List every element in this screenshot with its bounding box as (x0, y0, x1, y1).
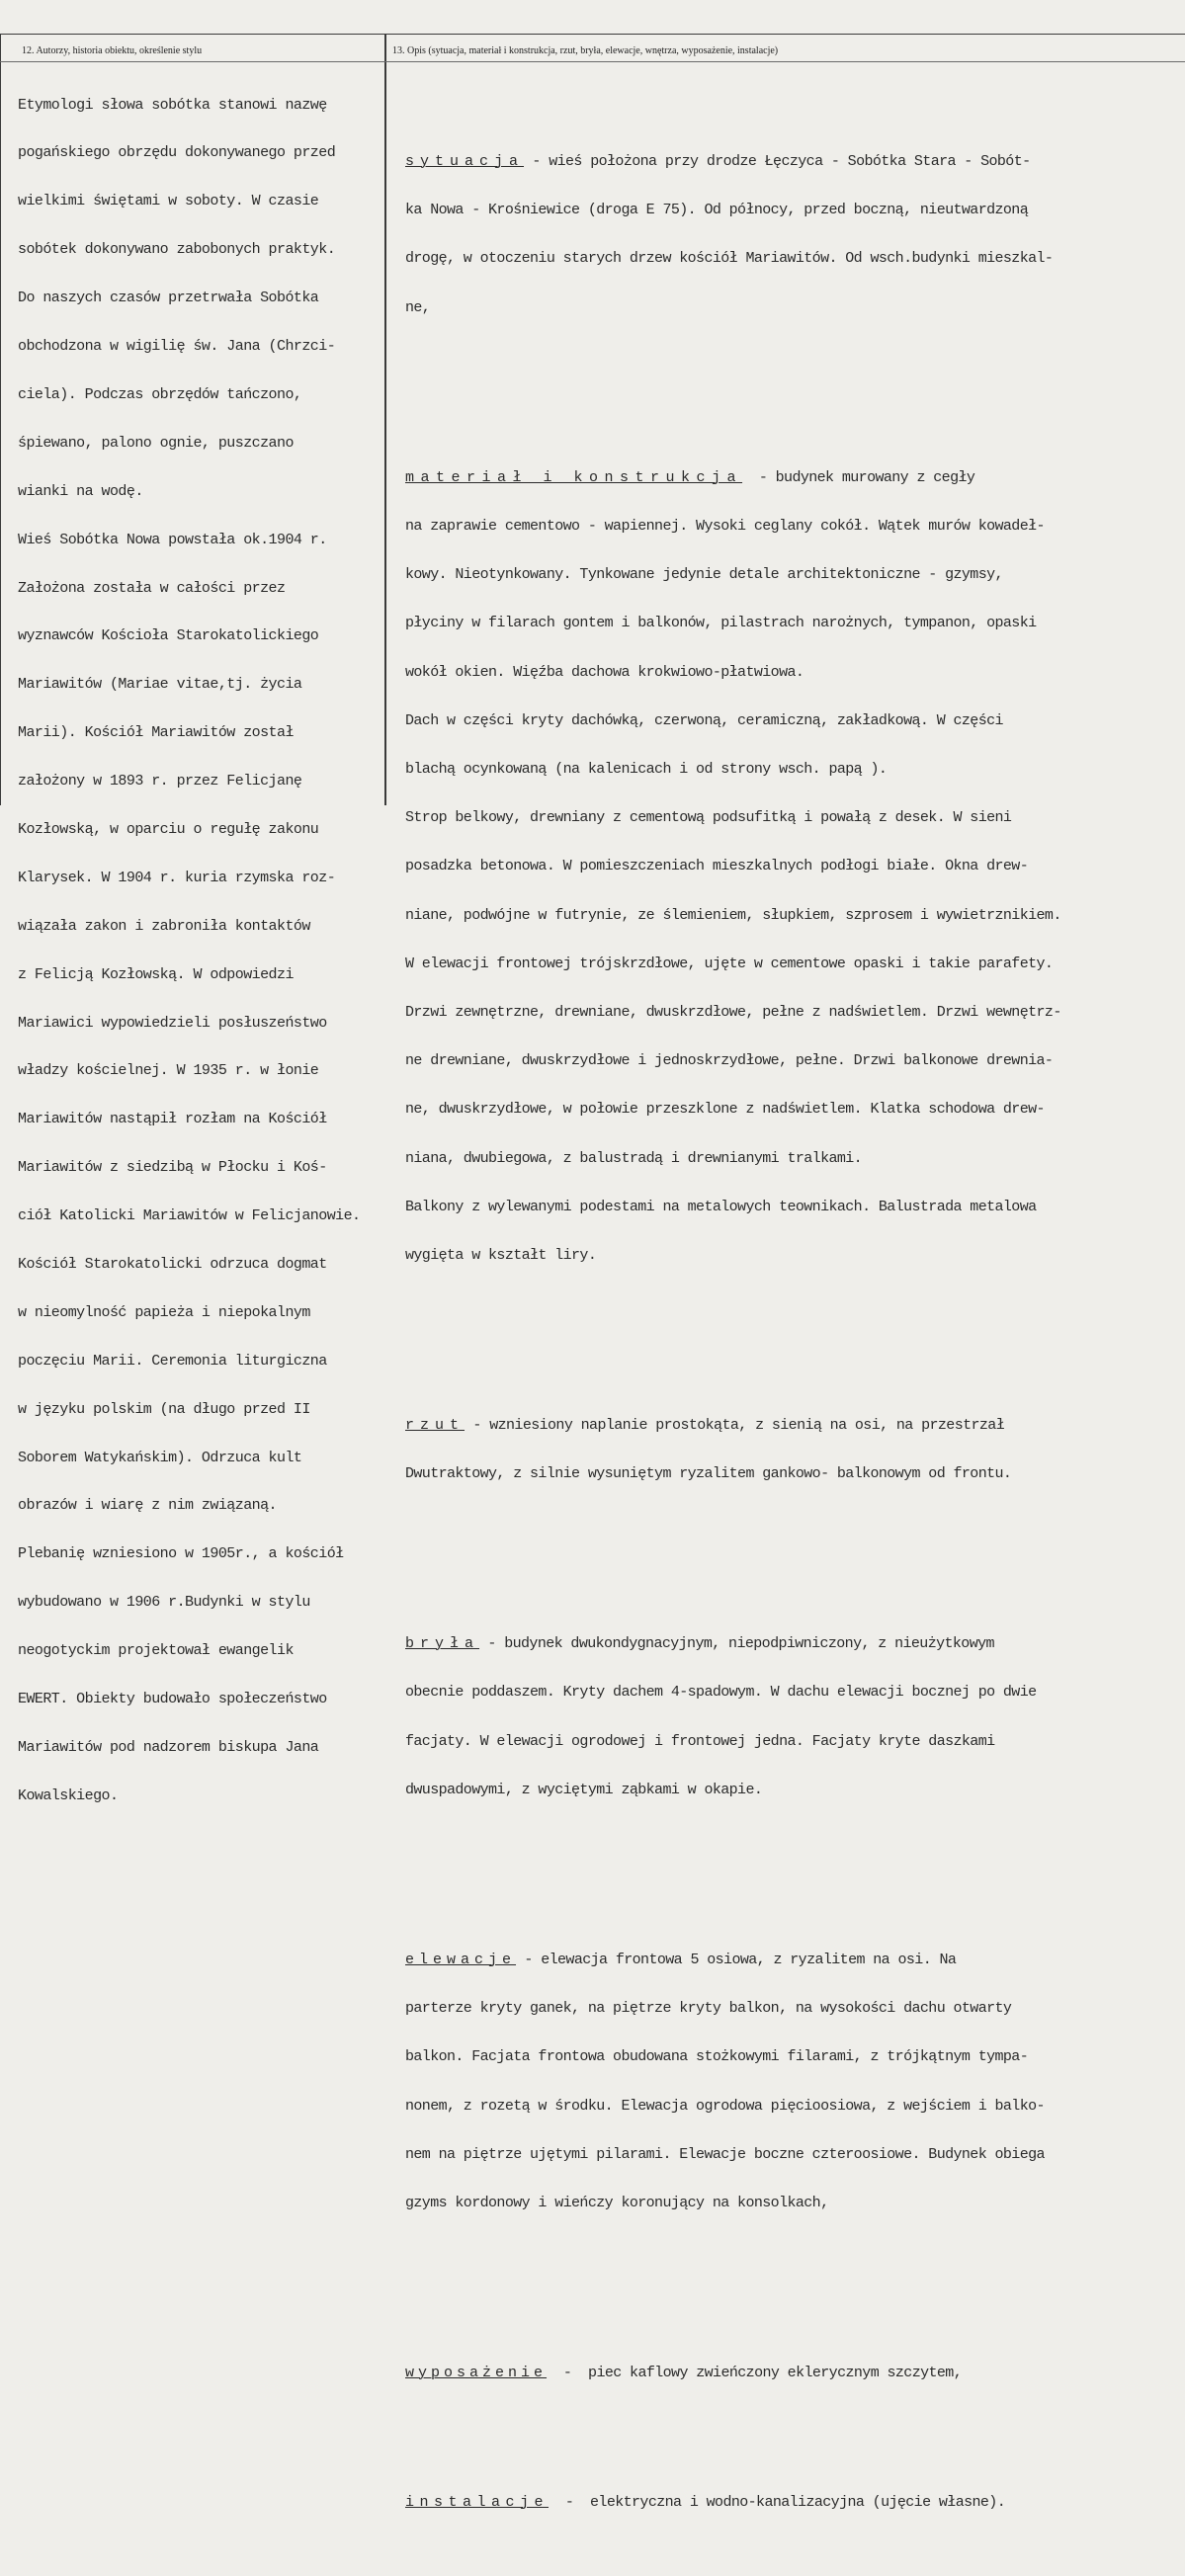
history-line: władzy kościelnej. W 1935 r. w łonie (18, 1062, 319, 1080)
section-first-line (405, 2495, 1181, 2511)
column-12-header: 12. Autorzy, historia obiektu, określenie stylu (22, 45, 203, 56)
history-line: Soborem Watykańskim). Odrzuca kult (18, 1449, 302, 1466)
left-border (0, 34, 1, 805)
history-line: założony w 1893 r. przez Felicjanę (18, 773, 302, 790)
history-line: Mariawitów (Mariae vitae,tj. życia (18, 676, 302, 694)
section-line: Dach w części kryty dachówką, czerwoną, ceramiczną, zakładkową. W części (405, 711, 1003, 729)
section-heading: bryła (405, 1635, 480, 1653)
section-line: posadzka betonowa. W pomieszczeniach mieszkalnych podłogi białe. Okna drew- (405, 858, 1029, 875)
section-line: dwuspadowymi, z wyciętymi ząbkami w okapie. (405, 1781, 763, 1798)
section-line: kowy. Nieotynkowany. Tynkowane jedynie detale architektoniczne - gzymsy, (405, 566, 1003, 584)
section-material (405, 438, 1181, 1296)
history-line: pogańskiego obrzędu dokonywanego przed (18, 144, 336, 162)
history-line: Kościół Starokatolicki odrzuca dogmat (18, 1255, 327, 1273)
section-sytuacja (405, 122, 1181, 349)
section-line: Balkony z wylewanymi podestami na metalowych teownikach. Balustrada metalowa (405, 1198, 1037, 1215)
history-line: poczęciu Marii. Ceremonia liturgiczna (18, 1352, 327, 1370)
section-lead-text: - piec kaflowy zwieńczony eklerycznym szczytem, (547, 2364, 963, 2381)
history-column (18, 65, 385, 1820)
history-line: Mariawitów pod nadzorem biskupa Jana (18, 1738, 319, 1756)
section-first-line (405, 154, 1181, 170)
history-line: wielkimi świętami w soboty. W czasie (18, 193, 319, 210)
section-lead-text: - wzniesiony naplanie prostokąta, z sienią na osi, na przestrzał (465, 1416, 1005, 1434)
history-line: Marii). Kościół Mariawitów został (18, 724, 294, 742)
section-heading: instalacje (405, 2494, 550, 2512)
history-line: Założona została w całości przez (18, 579, 286, 597)
section-line: Strop belkowy, drewniany z cementową podsufitką i powałą z desek. W sieni (405, 809, 1012, 827)
header-separator (0, 61, 1185, 62)
history-line: Mariawitów nastąpił rozłam na Kościół (18, 1111, 327, 1128)
section-first-line (405, 1418, 1181, 1434)
section-elewacje (405, 1920, 1181, 2244)
section-heading: wyposażenie (405, 2364, 548, 2381)
history-line: Mariawici wypowiedzieli posłuszeństwo (18, 1014, 327, 1032)
section-lead-text: - budynek murowany z cegły (742, 468, 975, 486)
section-line: ne drewniane, dwuskrzydłowe i jednoskrzydłowe, pełne. Drzwi balkonowe drewnia- (405, 1052, 1054, 1070)
section-line: ne, (405, 298, 431, 316)
section-bryla (405, 1604, 1181, 1831)
section-heading: rzut (405, 1416, 466, 1434)
history-line: Klarysek. W 1904 r. kuria rzymska roz- (18, 869, 336, 886)
section-line: wokół okien. Więźba dachowa krokwiowo-płatwiowa. (405, 663, 804, 681)
section-first-line (405, 470, 1181, 486)
history-line: wybudowano w 1906 r.Budynki w stylu (18, 1594, 310, 1612)
history-line: śpiewano, palono ognie, puszczano (18, 434, 294, 452)
section-line: facjaty. W elewacji ogrodowej i frontowej jedna. Facjaty kryte daszkami (405, 1732, 995, 1750)
section-line: wygięta w kształt liry. (405, 1246, 597, 1264)
section-heading: sytuacja (405, 153, 525, 171)
history-line: Plebanię wzniesiono w 1905r., a kościół (18, 1545, 344, 1563)
section-line: niana, dwubiegowa, z balustradą i drewnianymi tralkami. (405, 1149, 863, 1167)
top-border (0, 34, 1185, 35)
section-rzut (405, 1385, 1181, 1515)
section-line: balkon. Facjata frontowa obudowana stożkowymi filarami, z trójkątnym tympa- (405, 2048, 1029, 2066)
history-line: ciół Katolicki Mariawitów w Felicjanowie. (18, 1207, 361, 1225)
history-line: obchodzona w wigilię św. Jana (Chrzci- (18, 338, 336, 356)
history-line: EWERT. Obiekty budowało społeczeństwo (18, 1690, 327, 1707)
column-13-header: 13. Opis (sytuacja, materiał i konstrukcja, rzut, bryła, elewacje, wnętrza, wyposażenie, instalacje) (392, 45, 779, 56)
section-line: niane, podwójne w futrynie, ze ślemieniem, słupkiem, szprosem i wywietrznikiem. (405, 906, 1061, 924)
description-column (405, 73, 1181, 2576)
section-lead-text: - budynek dwukondygnacyjnym, niepodpiwniczony, z nieużytkowym (479, 1635, 994, 1653)
section-lead-text: - elektryczna i wodno-kanalizacyjna (ujęcie własne). (549, 2494, 1006, 2512)
history-line: Etymologi słowa sobótka stanowi nazwę (18, 96, 327, 114)
history-line: Do naszych czasów przetrwała Sobótka (18, 290, 319, 307)
history-line: Mariawitów z siedzibą w Płocku i Koś- (18, 1159, 327, 1177)
section-line: ka Nowa - Krośniewice (droga E 75). Od północy, przed boczną, nieutwardzoną (405, 202, 1029, 219)
history-line: sobótek dokonywano zabobonych praktyk. (18, 241, 336, 259)
history-line: Kozłowską, w oparciu o regułę zakonu (18, 820, 319, 838)
section-line: ne, dwuskrzydłowe, w połowie przeszklone z nadświetlem. Klatka schodowa drew- (405, 1101, 1045, 1119)
section-line: Drzwi zewnętrzne, drewniane, dwuskrzdłowe, pełne z nadświetlem. Drzwi wewnętrz- (405, 1003, 1061, 1021)
history-line: Kowalskiego. (18, 1787, 119, 1804)
section-lead-text: - wieś położona przy drodze Łęczyca - Sobótka Stara - Sobót- (524, 153, 1031, 171)
history-line: wianki na wodę. (18, 482, 143, 500)
section-first-line (405, 1636, 1181, 1652)
section-line: nonem, z rozetą w środku. Elewacja ogrodowa pięcioosiowa, z wejściem i balko- (405, 2097, 1045, 2115)
history-line: ciela). Podczas obrzędów tańczono, (18, 385, 302, 403)
section-heading: materiał i konstrukcja (405, 468, 743, 486)
section-line: gzyms kordonowy i wieńczy koronujący na konsolkach, (405, 2194, 829, 2211)
history-line: neogotyckim projektował ewangelik (18, 1642, 294, 1660)
history-line: obrazów i wiarę z nim związaną. (18, 1497, 277, 1515)
history-line: z Felicją Kozłowską. W odpowiedzi (18, 965, 294, 983)
history-line: wiązała zakon i zabroniła kontaktów (18, 917, 310, 935)
history-line: w języku polskim (na długo przed II (18, 1400, 310, 1418)
section-line: W elewacji frontowej trójskrzdłowe, ujęte w cementowe opaski i takie parafety. (405, 955, 1054, 972)
section-wyposazenie (405, 2333, 1181, 2414)
section-line: drogę, w otoczeniu starych drzew kościół Mariawitów. Od wsch.budynki mieszkal- (405, 250, 1054, 268)
section-line: parterze kryty ganek, na piętrze kryty balkon, na wysokości dachu otwarty (405, 2000, 1012, 2018)
section-line: blachą ocynkowaną (na kalenicach i od strony wsch. papą ). (405, 760, 888, 778)
section-heading: elewacje (405, 1951, 517, 1968)
history-line: wyznawców Kościoła Starokatolickiego (18, 627, 319, 645)
section-line: płyciny w filarach gontem i balkonów, pilastrach narożnych, tympanon, opaski (405, 615, 1037, 632)
section-line: na zaprawie cementowo - wapiennej. Wysoki ceglany cokół. Wątek murów kowadeł- (405, 517, 1045, 535)
section-lead-text: - elewacja frontowa 5 osiowa, z ryzalitem na osi. Na (516, 1951, 957, 1968)
section-first-line (405, 2366, 1181, 2381)
history-line: w nieomylność papieża i niepokalnym (18, 1303, 310, 1321)
section-line: obecnie poddaszem. Kryty dachem 4-spadowym. W dachu elewacji bocznej po dwie (405, 1684, 1037, 1702)
section-line: nem na piętrze ujętymi pilarami. Elewacje boczne czteroosiowe. Budynek obiega (405, 2145, 1045, 2163)
section-line: Dwutraktowy, z silnie wysuniętym ryzalitem gankowo- balkonowym od frontu. (405, 1465, 1012, 1483)
section-instalacje (405, 2462, 1181, 2543)
history-line: Wieś Sobótka Nowa powstała ok.1904 r. (18, 531, 327, 548)
section-first-line (405, 1953, 1181, 1968)
